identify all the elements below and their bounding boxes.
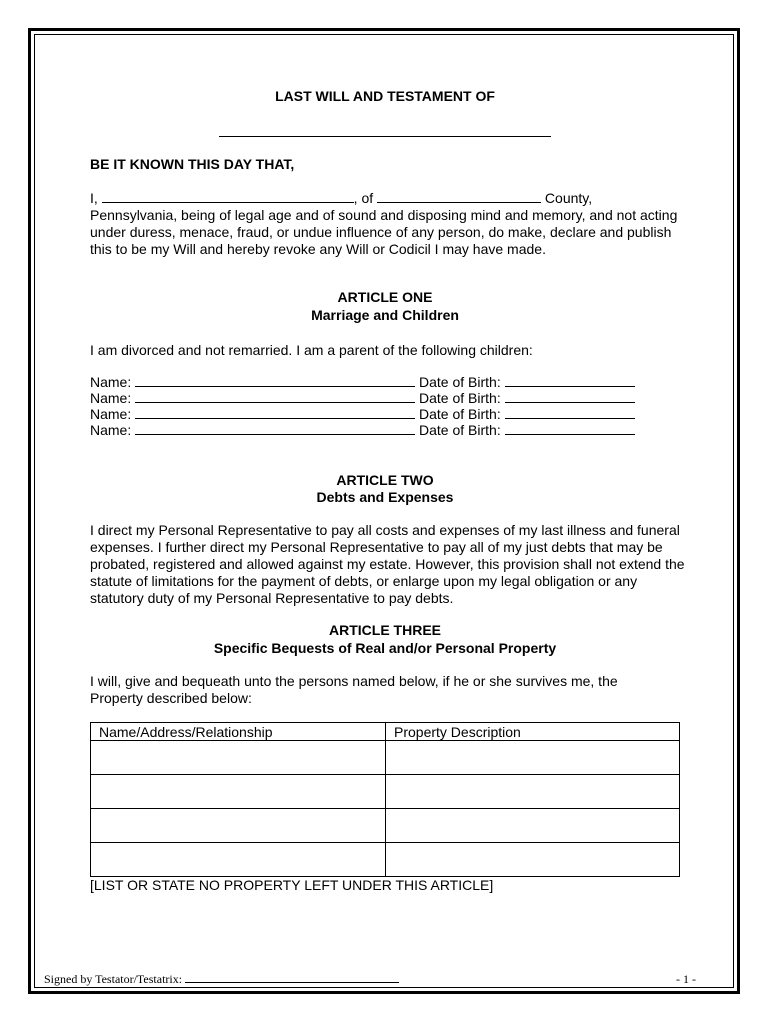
opening-line: BE IT KNOWN THIS DAY THAT,: [90, 156, 295, 172]
child-dob-field[interactable]: [505, 422, 635, 435]
table-cell-property[interactable]: [386, 775, 680, 809]
intro-prefix: I,: [90, 190, 98, 206]
child-dob-field[interactable]: [505, 406, 635, 419]
article-one-heading: ARTICLE ONE: [337, 289, 433, 305]
table-row: [91, 775, 680, 809]
signature-field[interactable]: [185, 972, 399, 983]
article-two-heading: ARTICLE TWO: [336, 472, 434, 488]
table-header-row: [91, 723, 680, 741]
table-cell-property[interactable]: [386, 809, 680, 843]
table-row: [91, 741, 680, 775]
intro-body: Pennsylvania, being of legal age and of sound and disposing mind and memory, and not acting under duress, menace, fraud, or undue influence of any person, do make, declare and publish this to be my Will and hereby revoke any Will or Codicil I may have made.: [90, 207, 678, 257]
column-header-name: Name/Address/Relationship: [91, 723, 386, 741]
table-row: [91, 843, 680, 877]
table-cell-name[interactable]: [91, 775, 386, 809]
child-dob-label: Date of Birth:: [419, 406, 501, 422]
testator-name-line[interactable]: [219, 136, 551, 137]
intro-county-label: County,: [544, 190, 593, 206]
table-cell-property[interactable]: [386, 843, 680, 877]
child-name-field[interactable]: [135, 422, 415, 435]
child-dob-label: Date of Birth:: [419, 422, 501, 438]
document-title: LAST WILL AND TESTAMENT OF: [275, 88, 495, 104]
table-cell-name[interactable]: [91, 741, 386, 775]
article-one-statement: I am divorced and not remarried. I am a parent of the following children:: [90, 342, 533, 358]
child-row: [90, 422, 635, 439]
column-header-property: Property Description: [386, 723, 680, 741]
article-two-subheading: Debts and Expenses: [316, 489, 454, 505]
child-dob-field[interactable]: [505, 374, 635, 387]
article-two-body: I direct my Personal Representative to pay all costs and expenses of my last illness and funeral expenses. I further direct my Personal Representative to pay all of my just debts that may be probated, registered and allowed against my estate. However, this provision shall not extend the statute of limitations for the payment of debts, or enlarge upon my legal obligation or any statutory duty of my Personal Representative to pay debts.: [90, 522, 685, 606]
child-name-field[interactable]: [135, 406, 415, 419]
child-name-field[interactable]: [135, 390, 415, 403]
county-field[interactable]: [377, 190, 541, 203]
child-name-label: Name:: [90, 374, 132, 390]
article-one-subheading: Marriage and Children: [311, 307, 459, 323]
intro-of-label: , of: [353, 190, 374, 206]
table-cell-name[interactable]: [91, 843, 386, 877]
bequests-table: [90, 722, 680, 877]
article-three-body: I will, give and bequeath unto the persons named below, if he or she survives me, the Property described below:: [90, 673, 618, 706]
table-cell-property[interactable]: [386, 741, 680, 775]
table-cell-name[interactable]: [91, 809, 386, 843]
child-dob-label: Date of Birth:: [419, 374, 501, 390]
testator-name-field[interactable]: [102, 190, 354, 203]
child-name-field[interactable]: [135, 374, 415, 387]
signature-label: Signed by Testator/Testatrix:: [44, 972, 183, 986]
article-three-heading: ARTICLE THREE: [329, 622, 441, 638]
article-three-note: [LIST OR STATE NO PROPERTY LEFT UNDER THIS ARTICLE]: [90, 877, 494, 893]
child-row: [90, 406, 635, 423]
child-row: [90, 390, 635, 407]
intro-first-line: [90, 190, 592, 207]
table-row: [91, 809, 680, 843]
child-name-label: Name:: [90, 422, 132, 438]
article-three-subheading: Specific Bequests of Real and/or Personal Property: [213, 640, 557, 656]
child-name-label: Name:: [90, 406, 132, 422]
child-name-label: Name:: [90, 390, 132, 406]
child-dob-label: Date of Birth:: [419, 390, 501, 406]
child-dob-field[interactable]: [505, 390, 635, 403]
signature-line: [44, 972, 399, 987]
child-row: [90, 374, 635, 391]
page-number: - 1 -: [676, 972, 696, 986]
